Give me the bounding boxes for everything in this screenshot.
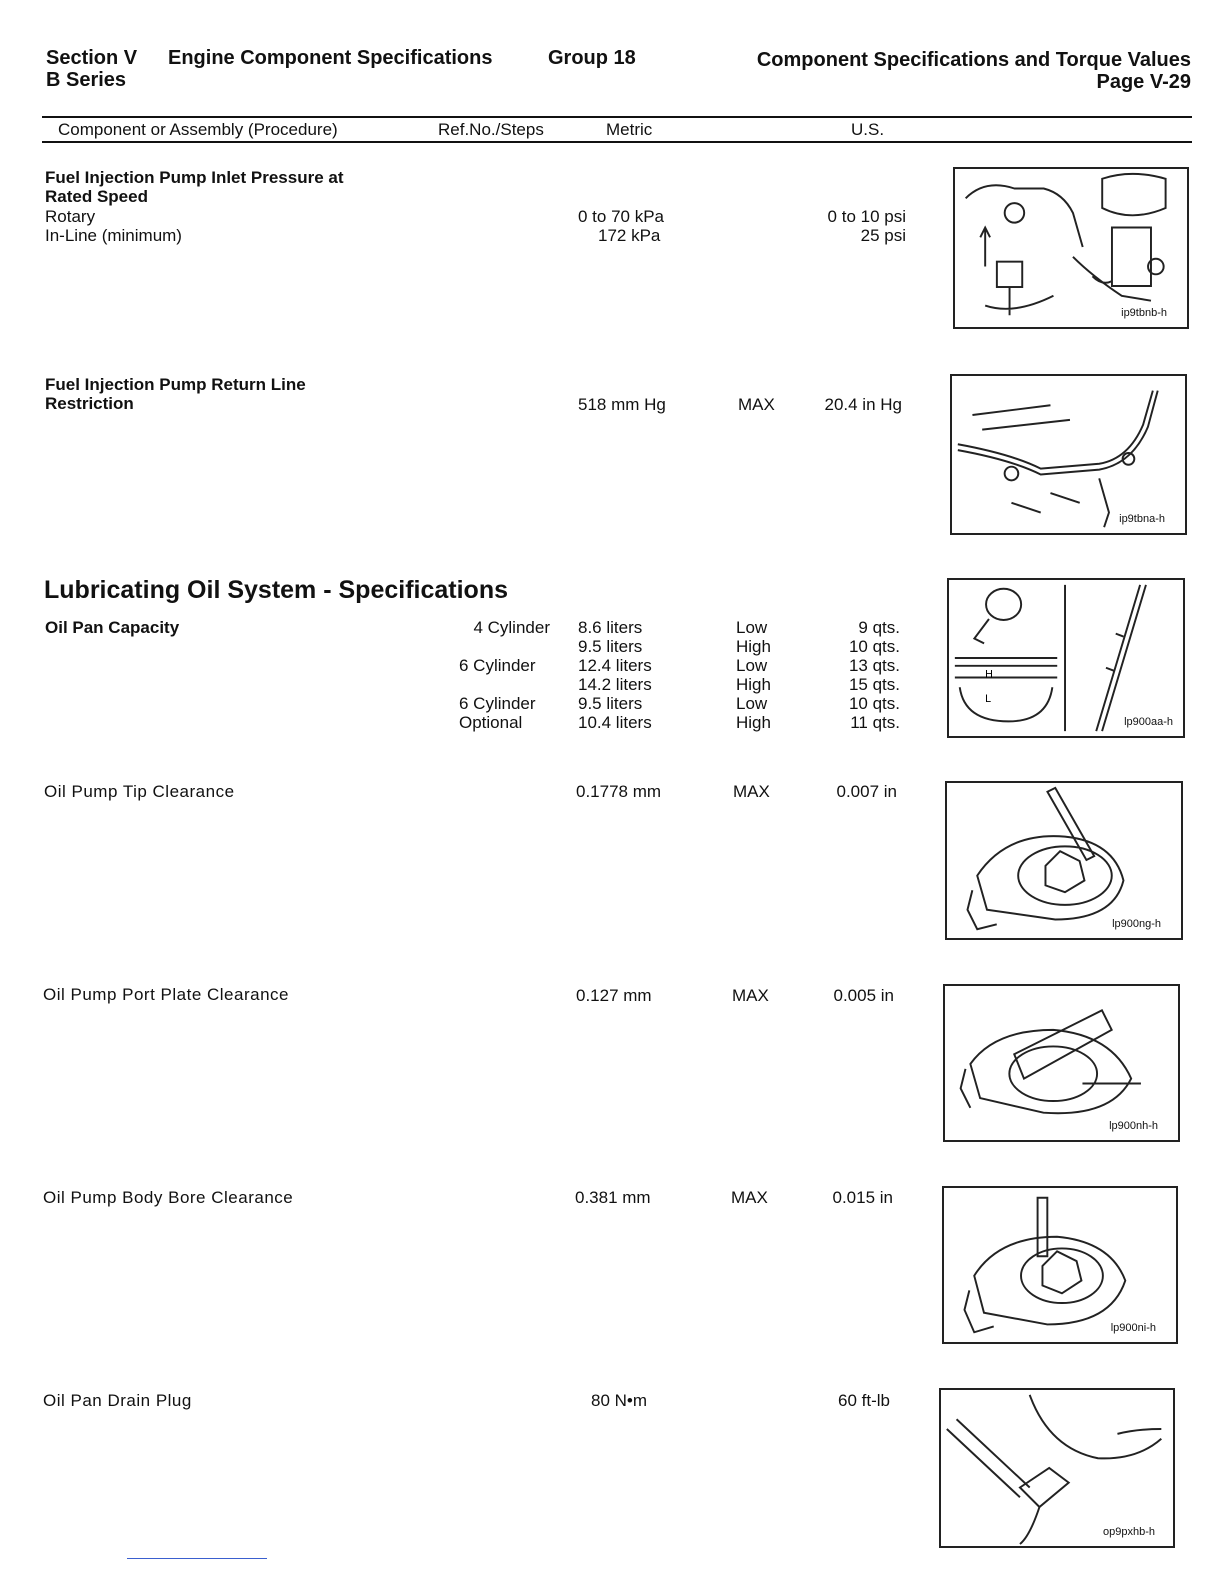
section-title: Engine Component Specifications: [168, 47, 493, 69]
oil-pan-ref: 6 Cylinder: [459, 694, 536, 713]
port-figure-label: lp900nh-h: [1109, 1120, 1158, 1132]
page-number: Page V-29: [1096, 71, 1191, 93]
oil-pan-metric-value: 9.5 liters: [578, 694, 643, 713]
tip-figure-label: lp900ng-h: [1112, 918, 1161, 930]
bore-qual: MAX: [731, 1188, 768, 1207]
oil-pan-metric-value: 8.6 liters: [578, 618, 643, 637]
bore-us: 0.015 in: [832, 1188, 893, 1207]
oil-pan-qual: [736, 618, 771, 732]
header-rule-top: [42, 116, 1192, 118]
fuel-inlet-metric-1: 0 to 70 kPa: [578, 207, 665, 226]
drain-title: Oil Pan Drain Plug: [43, 1391, 192, 1410]
oil-pan-figure: [947, 578, 1185, 738]
oil-pan-us-value: 10 qts.: [848, 694, 900, 713]
port-figure: [943, 984, 1180, 1142]
oil-pan-ref: [459, 637, 550, 656]
header-rule-bottom: [42, 141, 1192, 143]
oil-pan-metric-value: 12.4 liters: [578, 656, 652, 675]
oil-pan-qual-value: Low: [736, 618, 768, 637]
bore-title: Oil Pump Body Bore Clearance: [43, 1188, 294, 1207]
col-us: U.S.: [851, 120, 885, 139]
fuel-return-title-2: Restriction: [45, 394, 134, 413]
fuel-inlet-sub-inline: In-Line (minimum): [45, 226, 182, 245]
oil-pan-qual-value: High: [736, 675, 771, 694]
oil-pan-qual-value: High: [736, 713, 771, 732]
oil-pan-metric-value: 10.4 liters: [578, 713, 652, 732]
tip-figure: [945, 781, 1183, 940]
oil-pan-metric-value: 9.5 liters: [578, 637, 643, 656]
oil-pan-metric-value: 14.2 liters: [578, 675, 652, 694]
return-line-illustration: [952, 376, 1185, 533]
body-bore-illustration: [944, 1188, 1176, 1342]
tip-us: 0.007 in: [836, 782, 897, 801]
oil-pan-us-value: 11 qts.: [850, 713, 900, 732]
fuel-inlet-us-1: 0 to 10 psi: [827, 207, 906, 226]
fuel-return-title-1: Fuel Injection Pump Return Line: [45, 375, 306, 394]
oil-pan-us-value: 13 qts.: [848, 656, 900, 675]
footer-line: [127, 1558, 267, 1559]
col-component: Component or Assembly (Procedure): [58, 120, 338, 139]
tip-qual: MAX: [733, 782, 770, 801]
fuel-inlet-sub-rotary: Rotary: [45, 207, 96, 226]
oil-pan-qual-value: Low: [736, 656, 768, 675]
fuel-inlet-us-2: 25 psi: [860, 226, 906, 245]
drain-metric: 80 N•m: [591, 1391, 648, 1410]
oil-pan-illustration-l: L: [985, 692, 992, 705]
drain-figure-label: op9pxhb-h: [1103, 1526, 1155, 1538]
tip-title: Oil Pump Tip Clearance: [44, 782, 235, 801]
drain-plug-illustration: [941, 1390, 1173, 1546]
fuel-inlet-title-2: Rated Speed: [45, 187, 148, 206]
port-metric: 0.127 mm: [576, 986, 652, 1005]
drain-figure: [939, 1388, 1175, 1548]
oil-pan-qual-value: Low: [736, 694, 768, 713]
oil-pan-title: Oil Pan Capacity: [45, 618, 180, 637]
oil-pan-illustration-h: H: [985, 668, 993, 681]
oil-pan-ref: Optional: [459, 713, 523, 732]
oil-pan-us: [800, 618, 900, 732]
oil-pan-us-value: 9 qts.: [858, 618, 900, 637]
fuel-return-figure-label: ip9tbna-h: [1119, 513, 1165, 525]
port-plate-illustration: [945, 986, 1178, 1140]
bore-metric: 0.381 mm: [575, 1188, 651, 1207]
bore-figure: [942, 1186, 1178, 1344]
fuel-return-qual: MAX: [738, 395, 775, 414]
oil-pan-qual-value: High: [736, 637, 771, 656]
drain-us: 60 ft-lb: [838, 1391, 890, 1410]
oil-pan-ref: 6 Cylinder: [459, 656, 536, 675]
oil-pan-figure-label: lp900aa-h: [1124, 716, 1173, 728]
oil-pan-metric: [578, 618, 652, 732]
fuel-inlet-figure-label: ip9tbnb-h: [1121, 307, 1167, 319]
fuel-return-figure: [950, 374, 1187, 535]
fuel-inlet-figure: [953, 167, 1189, 329]
oil-pan-us-value: 10 qts.: [848, 637, 900, 656]
tip-metric: 0.1778 mm: [576, 782, 662, 801]
section-label: Section V: [46, 47, 138, 69]
port-title: Oil Pump Port Plate Clearance: [43, 985, 289, 1004]
right-title: Component Specifications and Torque Values: [756, 49, 1191, 71]
fuel-return-metric: 518 mm Hg: [578, 395, 666, 414]
fuel-return-us: 20.4 in Hg: [824, 395, 902, 414]
col-metric: Metric: [606, 120, 653, 139]
tip-clearance-illustration: [947, 783, 1181, 938]
lube-section-heading: Lubricating Oil System - Specifications: [44, 576, 508, 604]
oil-pan-refs: [459, 618, 550, 732]
oil-pan-ref: [459, 675, 550, 694]
group-label: Group 18: [548, 47, 636, 69]
fuel-pump-illustration: [955, 169, 1187, 327]
oil-pan-us-value: 15 qts.: [848, 675, 900, 694]
fuel-inlet-title-1: Fuel Injection Pump Inlet Pressure at: [45, 168, 344, 187]
oil-pan-ref: 4 Cylinder: [473, 618, 550, 637]
series-label: B Series: [46, 69, 127, 91]
port-qual: MAX: [732, 986, 769, 1005]
oil-pan-illustration: [949, 580, 1183, 736]
fuel-inlet-metric-2: 172 kPa: [598, 226, 661, 245]
port-us: 0.005 in: [833, 986, 894, 1005]
bore-figure-label: lp900ni-h: [1110, 1322, 1156, 1334]
col-ref: Ref.No./Steps: [438, 120, 544, 139]
